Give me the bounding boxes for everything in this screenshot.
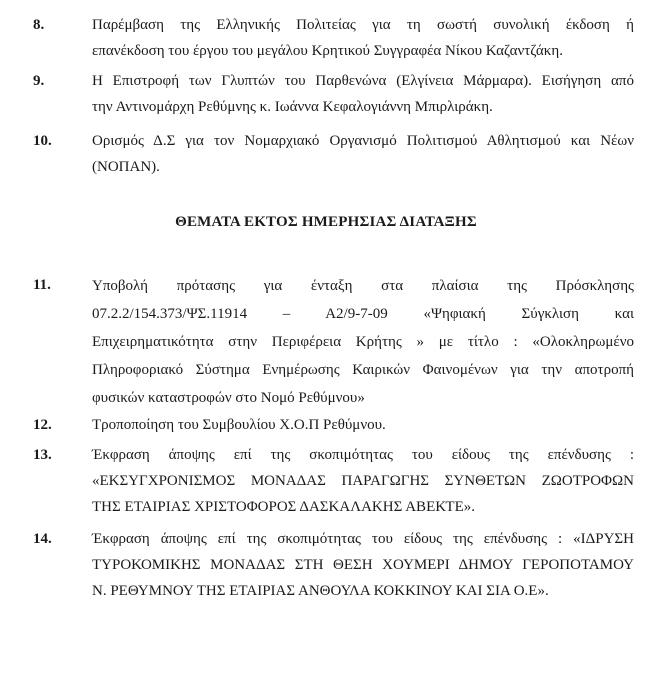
item-text (92, 526, 634, 604)
item-line: Η Επιστροφή των Γλυπτών του Παρθενώνα (Ελγίνεια Μάρμαρα). Εισήγηση από (92, 73, 634, 89)
item-line: Έκφραση άποψης επί της σκοπιμότητας του είδους της επένδυσης : (92, 447, 634, 463)
item-line: Τροποποίηση του Συμβουλίου Χ.Ο.Π Ρεθύμνου. (92, 417, 386, 433)
item-line: επανέκδοση του έργου του μεγάλου Κρητικού Συγγραφέα Νίκου Καζαντζάκη. (92, 43, 563, 59)
item-line: (ΝΟΠΑΝ). (92, 159, 160, 175)
item-number: 8. (33, 17, 45, 33)
item-text (92, 128, 634, 180)
item-text (92, 412, 634, 438)
item-line: Ορισμός Δ.Σ για τον Νομαρχιακό Οργανισμό Πολιτισμού Αθλητισμού και Νέων (92, 133, 634, 149)
item-text (92, 442, 634, 520)
item-line: Ν. ΡΕΘΥΜΝΟΥ ΤΗΣ ΕΤΑΙΡΙΑΣ ΑΝΘΟΥΛΑ ΚΟΚΚΙΝΟΥ ΚΑΙ ΣΙΑ Ο.Ε». (92, 583, 549, 599)
item-line: ΤΥΡΟΚΟΜΙΚΗΣ ΜΟΝΑΔΑΣ ΣΤΗ ΘΕΣΗ ΧΟΥΜΕΡΙ ΔΗΜΟΥ ΓΕΡΟΠΟΤΑΜΟΥ (92, 557, 634, 573)
item-line: Έκφραση άποψης επί της σκοπιμότητας του είδους της επένδυσης : «ΙΔΡΥΣΗ (92, 531, 634, 547)
item-line: Παρέμβαση της Ελληνικής Πολιτείας για τη σωστή συνολική έκδοση ή (92, 17, 634, 33)
item-line: 07.2.2/154.373/ΨΣ.11914 – Α2/9-7-09 «Ψηφιακή Σύγκλιση και (92, 306, 634, 322)
item-line: Επιχειρηματικότητα στην Περιφέρεια Κρήτης » με τίτλο : «Ολοκληρωμένο (92, 334, 634, 350)
item-number: 10. (33, 133, 52, 149)
item-line: ΤΗΣ ΕΤΑΙΡΙΑΣ ΧΡΙΣΤΟΦΟΡΟΣ ΔΑΣΚΑΛΑΚΗΣ ΑΒΕΚΤΕ». (92, 499, 475, 515)
item-number: 11. (33, 277, 51, 293)
item-line: φυσικών καταστροφών στο Νομό Ρεθύμνου» (92, 390, 365, 406)
section-heading: ΘΕΜΑΤΑ ΕΚΤΟΣ ΗΜΕΡΗΣΙΑΣ ΔΙΑΤΑΞΗΣ (175, 214, 477, 230)
item-line: Υποβολή πρότασης για ένταξη στα πλαίσια της Πρόσκλησης (92, 278, 634, 294)
item-text (92, 12, 634, 64)
item-text (92, 68, 634, 120)
item-text (92, 272, 634, 412)
item-line: «ΕΚΣΥΓΧΡΟΝΙΣΜΟΣ ΜΟΝΑΔΑΣ ΠΑΡΑΓΩΓΗΣ ΣΥΝΘΕΤΩΝ ΖΩΟΤΡΟΦΩΝ (92, 473, 634, 489)
item-number: 14. (33, 531, 52, 547)
item-line: την Αντινομάρχη Ρεθύμνης κ. Ιωάννα Κεφαλογιάννη Μπιρλιράκη. (92, 99, 493, 115)
item-number: 12. (33, 417, 52, 433)
item-line: Πληροφοριακό Σύστημα Ενημέρωσης Καιρικών Φαινομένων για την αποτροπή (92, 362, 634, 378)
item-number: 13. (33, 447, 52, 463)
item-number: 9. (33, 73, 45, 89)
